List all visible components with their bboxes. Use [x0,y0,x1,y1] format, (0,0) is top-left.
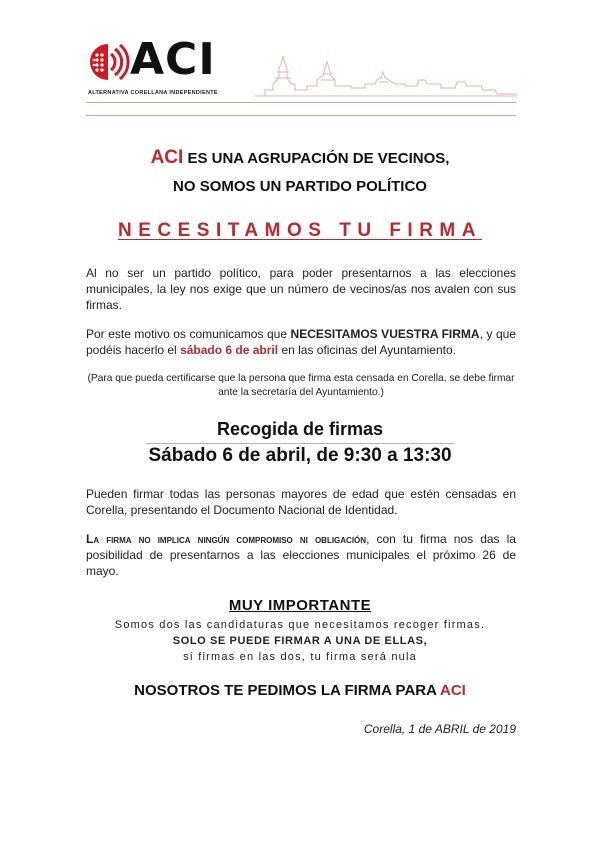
headline-line-1-text: ES UNA AGRUPACIÓN DE VECINOS, [183,150,450,167]
important-line-1: Somos dos las candidaturas que necesitamos recoger firmas. [114,619,486,631]
document-date: Corella, 1 de ABRIL de 2019 [363,722,516,736]
request-date: sábado 6 de abril [180,343,279,357]
no-commitment-text: , con tu firma nos das la posibilidad de presentarnos a las elecciones municipales el próximo 26 de mayo. [86,532,516,578]
important-title: MUY IMPORTANTE [228,597,372,614]
collection-rule [146,443,454,444]
paragraph-eligibility: Pueden firmar todas las personas mayores de edad que estén censadas en Corella, presentando el Documento Nacional de Identidad. [86,487,516,517]
headline-line-1 [0,147,600,169]
logo-text: ACI [130,34,216,85]
important-line-2: SOLO SE PUEDE FIRMAR A UNA DE ELLAS, [172,635,428,647]
no-commitment-bold: La firma no implica ningún compromiso ni obligación [86,532,367,546]
signature-banner: NECESITAMOS TU FIRMA [118,220,482,241]
final-call-aci: ACI [440,682,466,699]
header-rule-bottom [86,115,516,116]
important-line-3: sí firmas en las dos, tu firma será nula [183,651,417,663]
town-skyline-icon [255,50,517,98]
request-text-e: en las oficinas del Ayuntamiento. [278,343,456,357]
paragraph-no-commitment [86,531,516,579]
collection-title: Recogida de firmas [216,419,384,439]
logo-subtitle: ALTERNATIVA CORELLANA INDEPENDIENTE [88,90,218,96]
collection-datetime: Sábado 6 de abril, de 9:30 a 13:30 [148,445,452,466]
request-text-a: Por este motivo os comunicamos que [86,327,291,341]
headline-aci: ACI [150,147,184,168]
header-rule-top [86,102,516,103]
request-text-c: , y que podéis hacerlo el [86,327,516,357]
census-note: (Para que pueda certificarse que la persona que firma esta censada en Corella, se debe firmar ante la secretaría del Ayuntamiento.) [87,373,515,398]
headline-line-2: NO SOMOS UN PARTIDO POLÍTICO [173,178,427,195]
final-call-text: NOSOTROS TE PEDIMOS LA FIRMA PARA [134,682,440,699]
request-text-bold: NECESITAMOS VUESTRA FIRMA [290,327,480,341]
sound-waves-icon [86,40,130,84]
paragraph-request [86,326,516,358]
final-call [0,682,600,699]
paragraph-intro: Al no ser un partido político, para poder presentarnos a las elecciones municipales, la ley nos exige que un número de vecinos/as nos avalen con sus firmas. [86,266,516,312]
